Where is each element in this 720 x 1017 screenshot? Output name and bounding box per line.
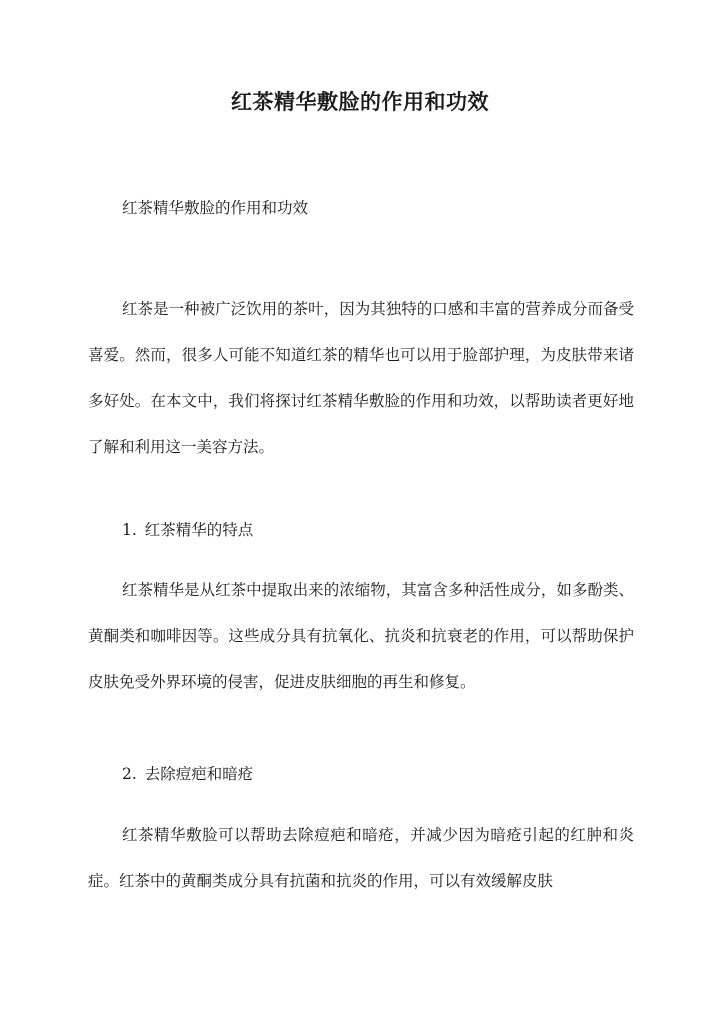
section-paragraph-2: 红茶精华敷脸可以帮助去除痘疤和暗疮，并减少因为暗疮引起的红肿和炎症。红茶中的黄酮类成分具有抗菌和抗炎的作用，可以有效缓解皮肤 — [88, 826, 634, 890]
section-number-2: 2. — [122, 765, 137, 783]
section-number-1: 1. — [122, 521, 137, 539]
section-heading-text-2: 去除痘疤和暗疮 — [144, 765, 254, 783]
document-subtitle: 红茶精华敷脸的作用和功效 — [122, 199, 309, 217]
document-title: 红茶精华敷脸的作用和功效 — [231, 89, 489, 114]
section-paragraph-1: 红茶精华是从红茶中提取出来的浓缩物，其富含多种活性成分，如多酚类、黄酮类和咖啡因等。这些成分具有抗氧化、抗炎和抗衰老的作用，可以帮助保护皮肤免受外界环境的侵害，促进皮肤细胞的再生和修复。 — [88, 581, 634, 691]
section-heading-1 — [88, 516, 634, 544]
section-heading-2 — [88, 760, 634, 788]
section-heading-text-1: 红茶精华的特点 — [144, 521, 254, 539]
intro-paragraph: 红茶是一种被广泛饮用的茶叶，因为其独特的口感和丰富的营养成分而备受喜爱。然而，很多人可能不知道红茶的精华也可以用于脸部护理，为皮肤带来诸多好处。在本文中，我们将探讨红茶精华敷脸的作用和功效，以帮助读者更好地了解和利用这一美容方法。 — [88, 300, 634, 456]
